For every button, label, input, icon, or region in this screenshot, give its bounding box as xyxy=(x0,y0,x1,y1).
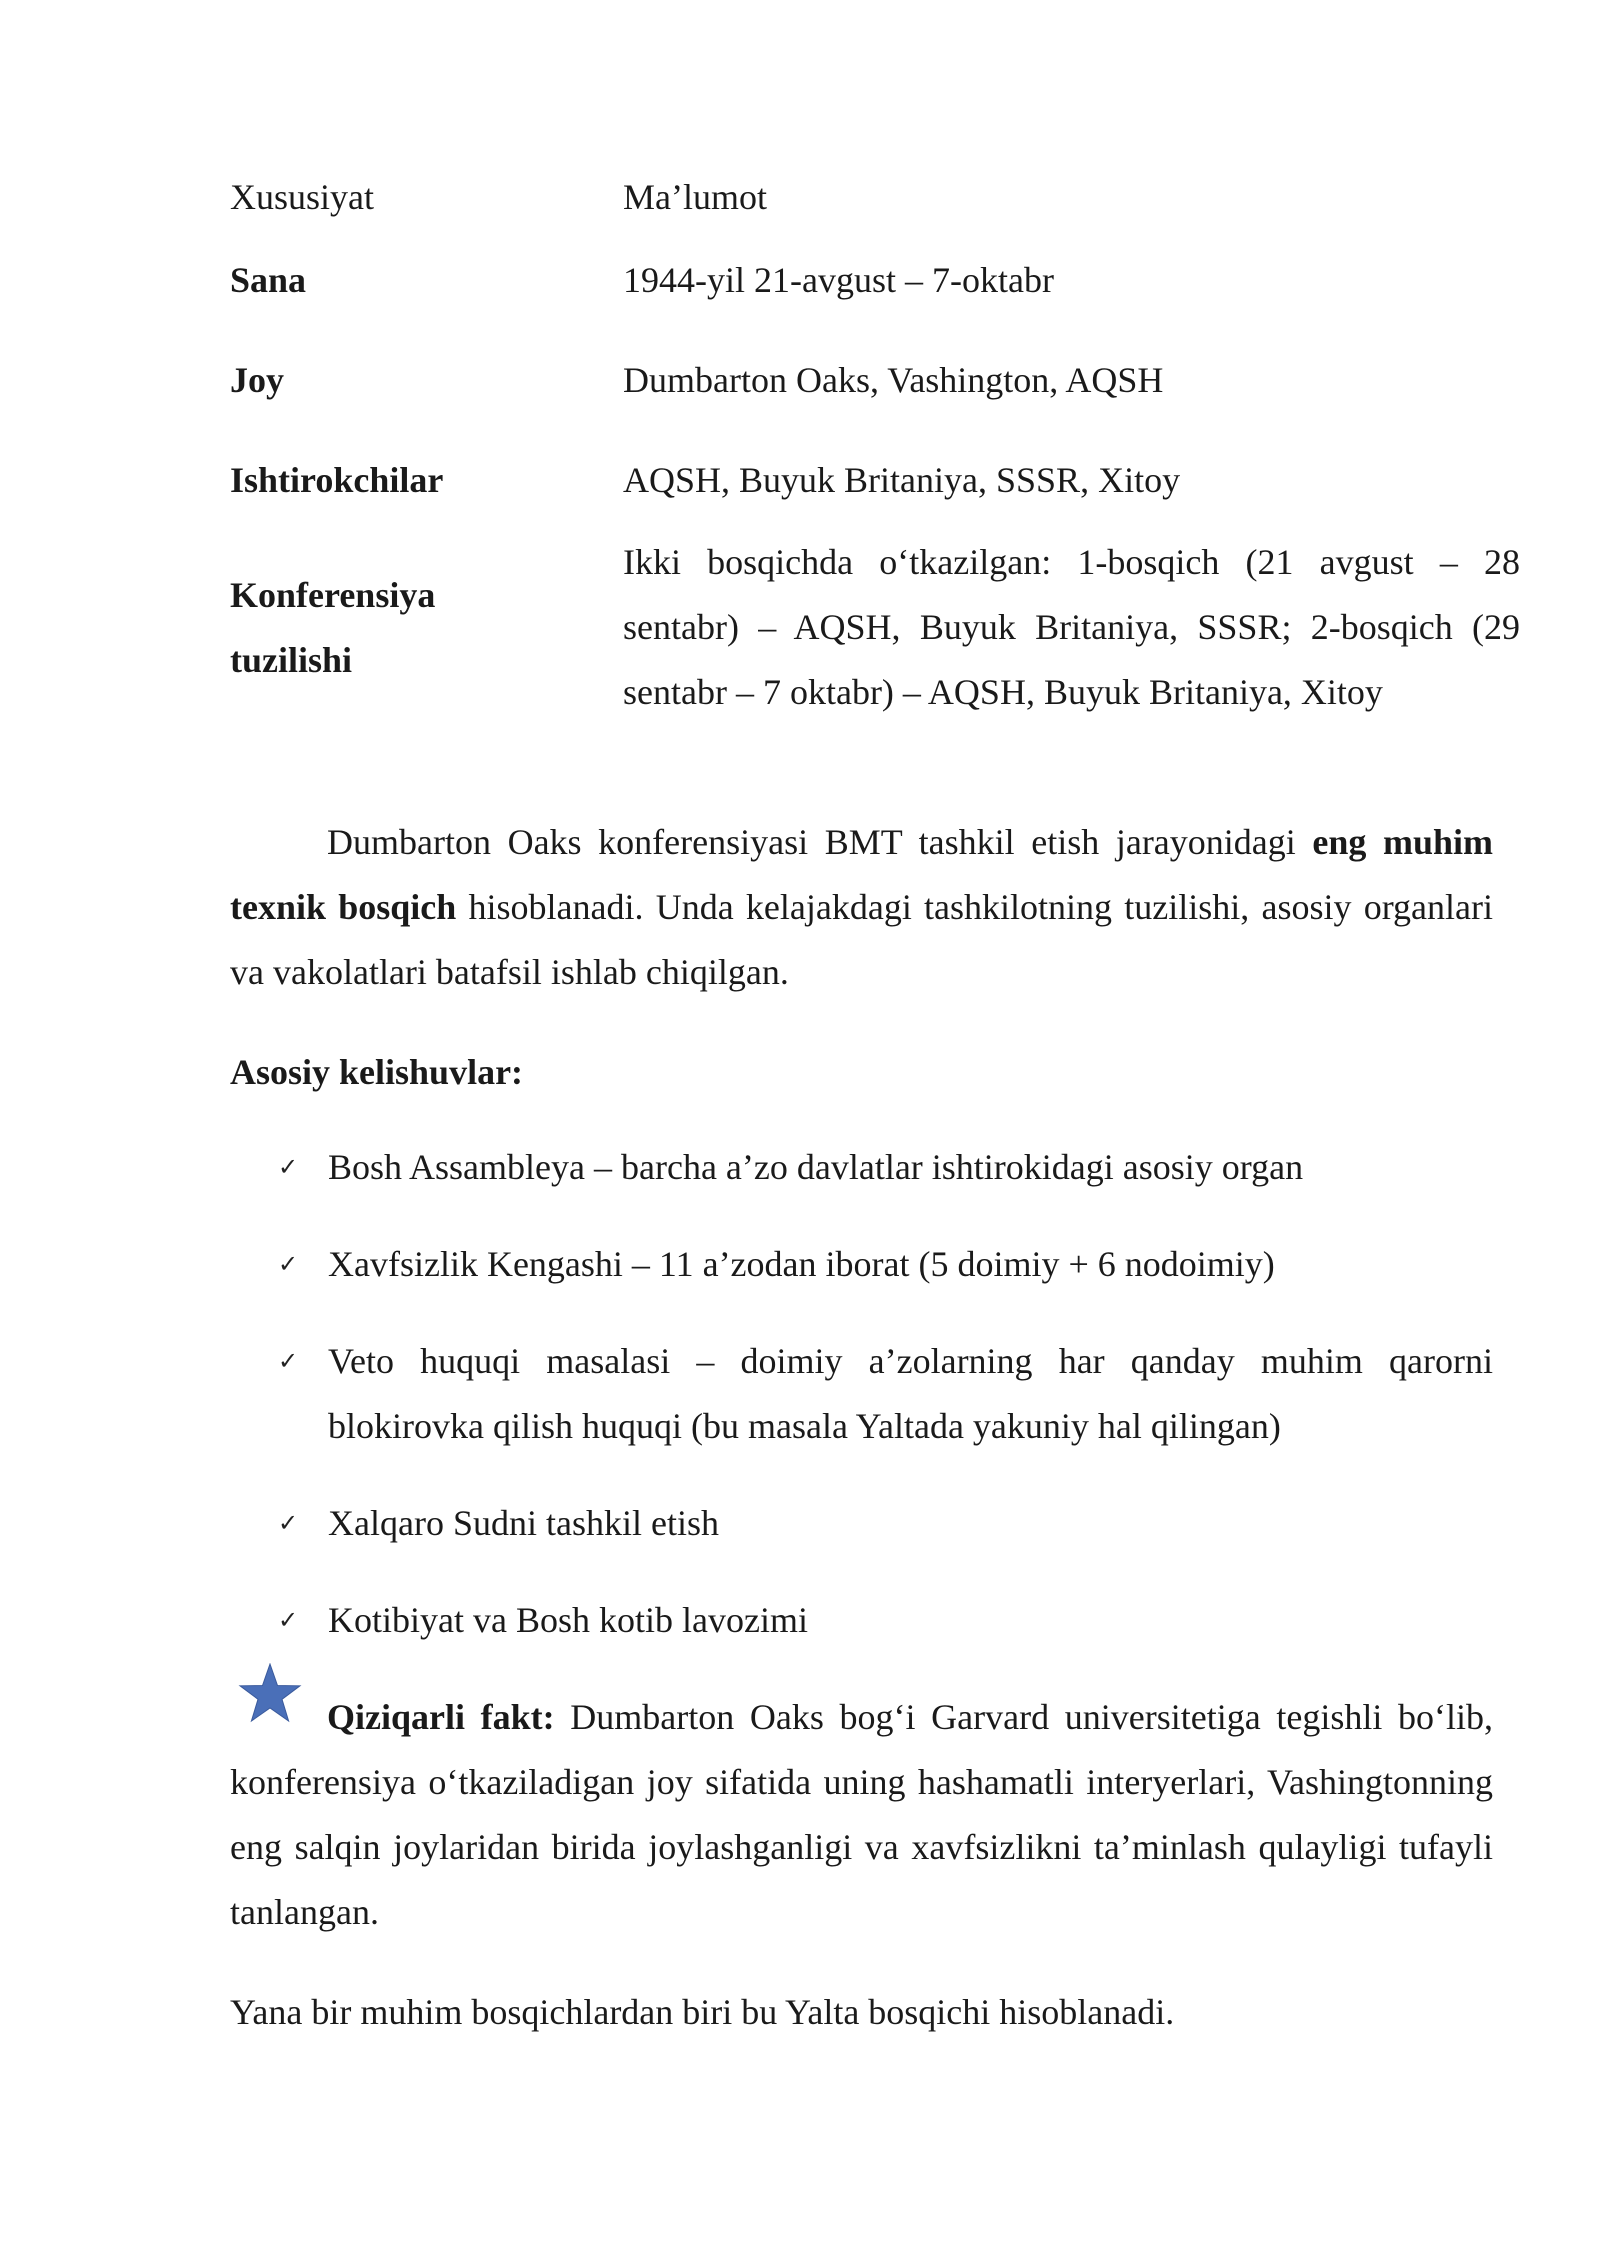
intro-text-before: Dumbarton Oaks konferensiyasi BMT tashkil etish jarayonidagi xyxy=(327,822,1313,862)
list-item xyxy=(280,1329,1493,1459)
list-item-text: Xalqaro Sudni tashkil etish xyxy=(328,1503,719,1543)
intro-text-after: hisoblanadi. Unda kelajakdagi tashkilotning tuzilishi, asosiy organlari va vakolatlari batafsil ishlab chiqilgan. xyxy=(230,887,1493,992)
list-item-text: Xavfsizlik Kengashi – 11 a’zodan iborat (5 doimiy + 6 nodoimiy) xyxy=(328,1244,1275,1284)
checkmark-icon: ✓ xyxy=(278,1153,299,1181)
table-row xyxy=(230,530,1520,725)
table-row-value: 1944-yil 21-avgust – 7-oktabr xyxy=(623,259,1054,300)
table-row-key: Joy xyxy=(230,359,284,400)
table-row xyxy=(230,330,1520,430)
table-row-key: Ishtirokchilar xyxy=(230,459,444,500)
fact-text: Dumbarton Oaks bog‘i Garvard universitetiga tegishli bo‘lib, konferensiya o‘tkaziladigan joy sifatida uning hashamatli interyerlari, Vashingtonning eng salqin joylaridan birida joylashganligi va xavfsizlikni ta’minlash qulayligi tufayli tanlangan. xyxy=(230,1697,1493,1932)
list-item xyxy=(280,1135,1493,1200)
agreements-heading: Asosiy kelishuvlar: xyxy=(230,1052,524,1092)
table-header-value: Ma’lumot xyxy=(623,177,767,217)
fact-paragraph xyxy=(230,1685,1493,1945)
list-item-text: Bosh Assambleya – barcha a’zo davlatlar ishtirokidagi asosiy organ xyxy=(328,1147,1304,1187)
checkmark-icon: ✓ xyxy=(278,1250,299,1278)
info-table xyxy=(230,165,1520,725)
list-item xyxy=(280,1491,1493,1556)
checkmark-icon: ✓ xyxy=(278,1509,299,1537)
closing-paragraph: Yana bir muhim bosqichlardan biri bu Yalta bosqichi hisoblanadi. xyxy=(230,1992,1175,2032)
table-header-key: Xususiyat xyxy=(230,177,374,217)
table-header-row xyxy=(230,165,1520,230)
table-row-key: Sana xyxy=(230,259,307,300)
list-item xyxy=(280,1588,1493,1653)
list-item-text: Veto huquqi masalasi – doimiy a’zolarning har qanday muhim qarorni blokirovka qilish huquqi (bu masala Yaltada yakuniy hal qilingan) xyxy=(328,1341,1493,1446)
intro-text-bold: eng muhim texnik bosqich xyxy=(230,822,1493,927)
checkmark-icon: ✓ xyxy=(278,1347,299,1375)
table-row-value: AQSH, Buyuk Britaniya, SSSR, Xitoy xyxy=(623,459,1181,500)
table-row-value: Dumbarton Oaks, Vashington, AQSH xyxy=(623,359,1164,400)
table-row-value: Ikki bosqichda o‘tkazilgan: 1-bosqich (21 avgust – 28 sentabr) – AQSH, Buyuk Britaniya, SSSR; 2-bosqich (29 sentabr – 7 oktabr) – AQSH, Buyuk Britaniya, Xitoy xyxy=(623,542,1520,712)
table-row xyxy=(230,230,1520,330)
table-row-key: Konferensiya tuzilishi xyxy=(230,574,436,680)
table-row xyxy=(230,430,1520,530)
list-item xyxy=(280,1232,1493,1297)
list-item-text: Kotibiyat va Bosh kotib lavozimi xyxy=(328,1600,808,1640)
fact-label: Qiziqarli fakt: xyxy=(327,1697,555,1737)
intro-paragraph xyxy=(230,810,1493,1005)
checkmark-icon: ✓ xyxy=(278,1606,299,1634)
